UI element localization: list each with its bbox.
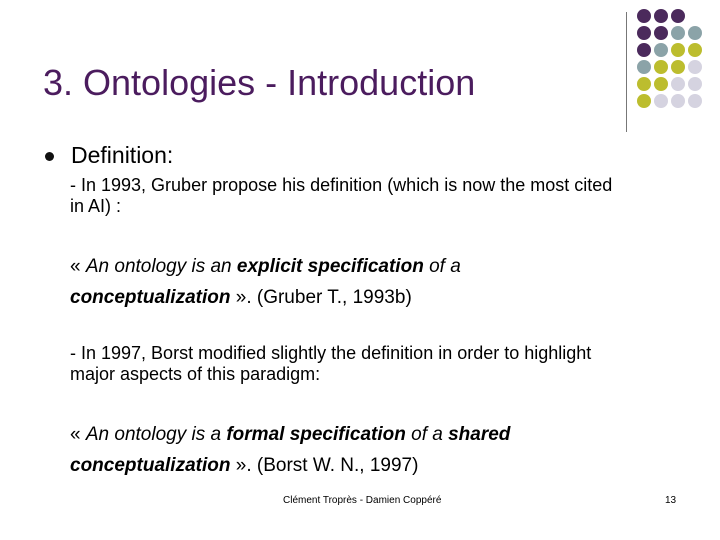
decor-dot xyxy=(671,26,685,40)
decor-dot xyxy=(637,77,651,91)
quote-text: An ontology is a xyxy=(85,424,227,445)
decor-dot xyxy=(654,43,668,57)
definition-heading: Definition: xyxy=(71,142,174,168)
quote-open: « xyxy=(70,424,86,445)
quote-citation: ». (Gruber T., 1993b) xyxy=(230,287,412,308)
gruber-paragraph: - In 1993, Gruber propose his definition (which is now the most cited in AI) : xyxy=(70,175,613,216)
decor-dot xyxy=(637,9,651,23)
quote-emphasis: explicit specification xyxy=(236,256,424,277)
decor-dot xyxy=(654,77,668,91)
quote-emphasis: shared xyxy=(448,424,511,445)
bullet-icon xyxy=(45,152,54,161)
decor-dot xyxy=(671,77,685,91)
decor-dot xyxy=(671,94,685,108)
decor-dot xyxy=(688,26,702,40)
decor-dot xyxy=(688,94,702,108)
decor-dot xyxy=(671,60,685,74)
title-divider xyxy=(626,12,627,132)
decor-dot xyxy=(688,77,702,91)
slide-title: 3. Ontologies - Introduction xyxy=(43,62,476,103)
quote-text: of a xyxy=(405,424,449,445)
decor-dot xyxy=(654,26,668,40)
quote-open: « xyxy=(70,256,86,277)
decor-dot xyxy=(654,94,668,108)
decor-dot xyxy=(637,60,651,74)
quote-emphasis: conceptualization xyxy=(70,455,231,476)
decor-dot xyxy=(688,60,702,74)
quote-citation: ». (Borst W. N., 1997) xyxy=(230,455,419,476)
quote-text: An ontology is an xyxy=(85,256,237,277)
decor-dot xyxy=(637,43,651,57)
borst-paragraph: - In 1997, Borst modified slightly the definition in order to highlight major aspects of this paradigm: xyxy=(70,343,592,384)
quote-emphasis: conceptualization xyxy=(70,287,231,308)
footer-authors: Clément Troprès - Damien Coppéré xyxy=(283,495,442,506)
quote-text: of a xyxy=(423,256,461,277)
decor-dot xyxy=(637,26,651,40)
decor-dot xyxy=(654,9,668,23)
quote-emphasis: formal specification xyxy=(226,424,406,445)
borst-quote xyxy=(70,419,630,481)
decor-dot xyxy=(671,43,685,57)
decorative-dot-grid xyxy=(637,9,720,139)
page-number: 13 xyxy=(665,495,677,506)
decor-dot xyxy=(637,94,651,108)
decor-dot xyxy=(671,9,685,23)
decor-dot xyxy=(654,60,668,74)
decor-dot xyxy=(688,43,702,57)
gruber-quote xyxy=(70,251,630,313)
